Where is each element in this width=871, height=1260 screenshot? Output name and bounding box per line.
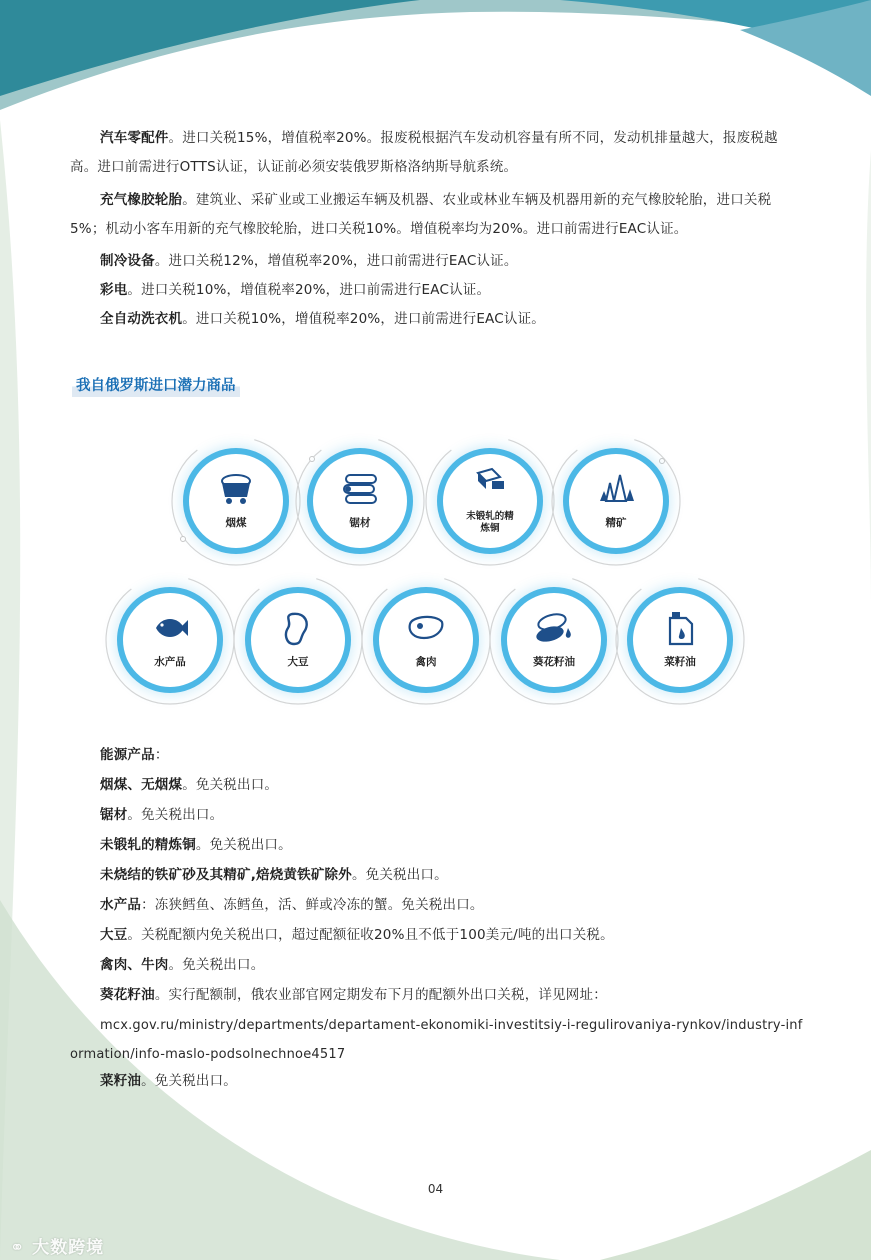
section-title: 我自俄罗斯进口潜力商品: [72, 374, 240, 397]
crystal-ore-icon: [596, 471, 636, 507]
detail-seafood: 水产品：冻狭鳕鱼、冻鳕鱼，活、鲜或冷冻的蟹。免关税出口。: [100, 897, 484, 913]
copper-ingot-icon: [470, 465, 510, 501]
detail-copper: 未锻轧的精炼铜。免关税出口。: [100, 837, 292, 853]
detail-sunflower-oil: 葵花籽油。实行配额制，俄农业部官网定期发布下月的配额外出口关税，详见网址：: [100, 987, 607, 1003]
detail-url[interactable]: mcx.gov.ru/ministry/departments/departament-ekonomiki-investitsiy-i-regulirovaniya-rynkov/industry-information/info-maslo-podsolnechnoe4517: [70, 1018, 803, 1062]
page-number: 04: [427, 1182, 444, 1196]
fish-icon: [150, 610, 190, 646]
detail-coal: 烟煤、无烟煤。免关税出口。: [100, 777, 279, 793]
soybean-icon: [278, 610, 318, 646]
detail-iron-ore: 未烧结的铁矿砂及其精矿,焙烧黄铁矿除外。免关税出口。: [100, 867, 448, 883]
detail-meat: 禽肉、牛肉。免关税出口。: [100, 957, 265, 973]
paragraph-washing-machine: 全自动洗衣机。进口关税10%，增值税率20%，进口前需进行EAC认证。: [100, 311, 545, 327]
detail-energy: 能源产品：: [100, 747, 169, 763]
item-rapeseed-oil: 菜籽油: [614, 574, 746, 706]
item-lumber: 锯材: [294, 435, 426, 567]
item-seafood: 水产品: [104, 574, 236, 706]
item-ore: 精矿: [550, 435, 682, 567]
coal-cart-icon: [216, 471, 256, 507]
item-poultry: 禽肉: [360, 574, 492, 706]
detail-rapeseed-oil: 菜籽油。免关税出口。: [100, 1073, 238, 1089]
paragraph-refrigeration: 制冷设备。进口关税12%，增值税率20%，进口前需进行EAC认证。: [100, 253, 518, 269]
paragraph-auto-parts: 汽车零配件。进口关税15%，增值税率20%。报废税根据汽车发动机容量有所不同，发动机排量越大，报废税越高。进口前需进行OTTS认证，认证前必须安装俄罗斯格洛纳斯导航系统。: [70, 130, 778, 175]
watermark: ⚭ 大数跨境: [10, 1238, 105, 1258]
item-copper-label: 未锻轧的精 炼铜: [466, 511, 514, 534]
item-coal: 烟煤: [170, 435, 302, 567]
oil-can-icon: [660, 610, 700, 646]
lumber-icon: [340, 471, 380, 507]
meat-icon: [406, 610, 446, 646]
item-sunflower-oil: 葵花籽油: [488, 574, 620, 706]
paragraph-tv: 彩电。进口关税10%，增值税率20%，进口前需进行EAC认证。: [100, 282, 491, 298]
watermark-logo-icon: ⚭: [10, 1238, 33, 1258]
item-copper: [424, 435, 556, 567]
detail-soybean: 大豆。关税配额内免关税出口，超过配额征收20%且不低于100美元/吨的出口关税。: [100, 927, 614, 943]
detail-lumber: 锯材。免关税出口。: [100, 807, 224, 823]
sunflower-seed-icon: [534, 610, 574, 646]
paragraph-tires: 充气橡胶轮胎。建筑业、采矿业或工业搬运车辆及机器、农业或林业车辆及机器用新的充气橡胶轮胎，进口关税5%；机动小客车用新的充气橡胶轮胎，进口关税10%。增值税率均为20%。进口前需进行EAC认证。: [70, 192, 772, 237]
item-soybean: 大豆: [232, 574, 364, 706]
